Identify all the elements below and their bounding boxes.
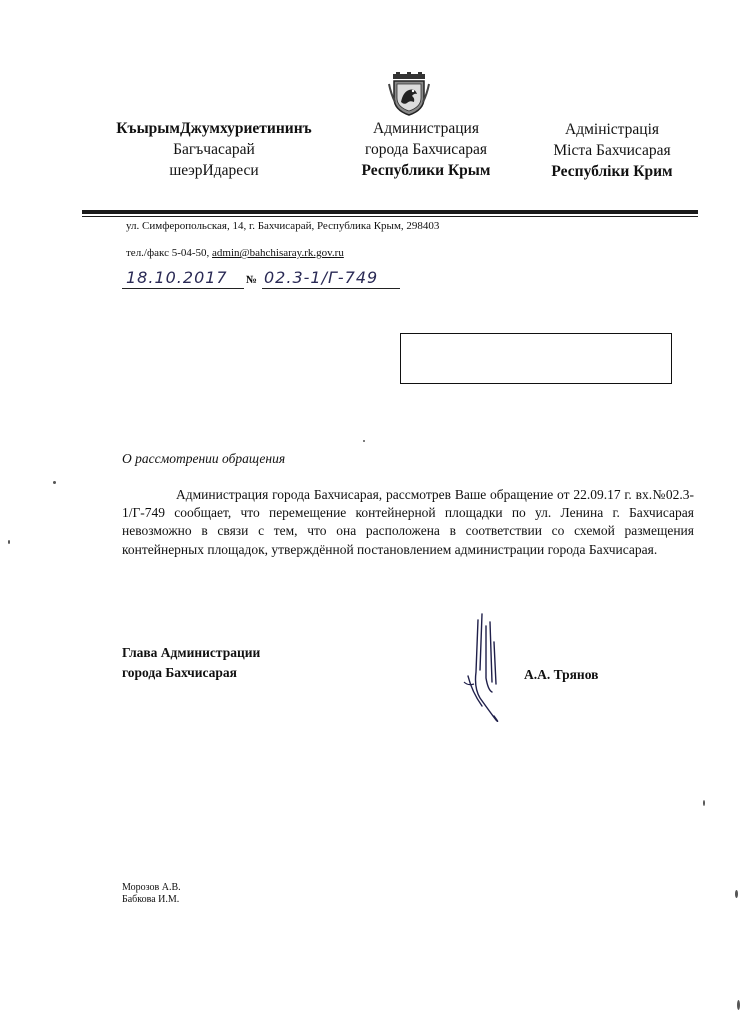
addressee-box <box>400 333 672 384</box>
body-paragraph: Администрация города Бахчисарая, рассмотрев Ваше обращение от 22.09.17 г. вх.№02.3-1/Г-749 сообщает, что перемещение контейнерной площадки по ул. Ленина г. Бахчисарая невозможно в связи с тем, что она расположена в соответствии со схемой размещения контейнерных площадок, утверждённой постановлением администрации города Бахчисарая. <box>122 487 694 557</box>
date-underline <box>122 288 244 289</box>
scan-speck <box>735 890 738 898</box>
scan-speck <box>737 1000 740 1010</box>
signer-title-line2: города Бахчисарая <box>122 665 237 680</box>
organization-address: ул. Симферопольская, 14, г. Бахчисарай, Республика Крым, 298403 <box>126 220 440 232</box>
header-crimean-tatar <box>96 118 332 181</box>
header-divider-thick <box>82 210 698 214</box>
scan-speck <box>8 540 10 544</box>
header-ukrainian <box>526 119 698 182</box>
email-link[interactable]: admin@bahchisaray.rk.gov.ru <box>212 247 344 259</box>
scan-speck <box>53 481 56 484</box>
phone-fax: тел./факс 5-04-50, <box>126 247 213 259</box>
header-russian <box>340 118 512 181</box>
header-crimean-line1: КъырымДжумхуриетининъ <box>116 120 312 137</box>
letter-body <box>122 486 694 559</box>
executor-1: Морозов А.В. <box>122 882 181 893</box>
registration-date: 18.10.2017 <box>126 268 228 287</box>
header-crimean-line3: шеэрИдареси <box>169 162 259 179</box>
header-ukrainian-line2: Міста Бахчисарая <box>553 142 671 159</box>
registration-line <box>122 266 402 292</box>
header-russian-line3: Республики Крым <box>361 162 491 179</box>
header-ukrainian-line1: Адміністрація <box>565 121 659 138</box>
header-crimean-line2: Багъчасарай <box>173 141 255 158</box>
organization-contacts <box>126 247 344 259</box>
signer-title <box>122 643 260 683</box>
scan-speck <box>703 800 705 806</box>
header-russian-line1: Администрация <box>373 120 479 137</box>
signer-title-line1: Глава Администрации <box>122 645 261 660</box>
bakhchisaray-coat-of-arms-icon <box>387 72 431 116</box>
scan-speck <box>363 440 365 442</box>
registration-number-label: № <box>246 274 258 286</box>
header-ukrainian-line3: Республіки Крим <box>551 163 673 180</box>
header-divider-thin <box>82 216 698 217</box>
executors <box>122 882 181 906</box>
letter-subject: О рассмотрении обращения <box>122 451 286 466</box>
registration-number: 02.3-1/Г-749 <box>264 268 379 287</box>
number-underline <box>262 288 400 289</box>
signer-name: А.А. Трянов <box>524 667 599 682</box>
header-russian-line2: города Бахчисарая <box>365 141 487 158</box>
handwritten-signature <box>456 612 518 727</box>
executor-2: Бабкова И.М. <box>122 894 180 905</box>
